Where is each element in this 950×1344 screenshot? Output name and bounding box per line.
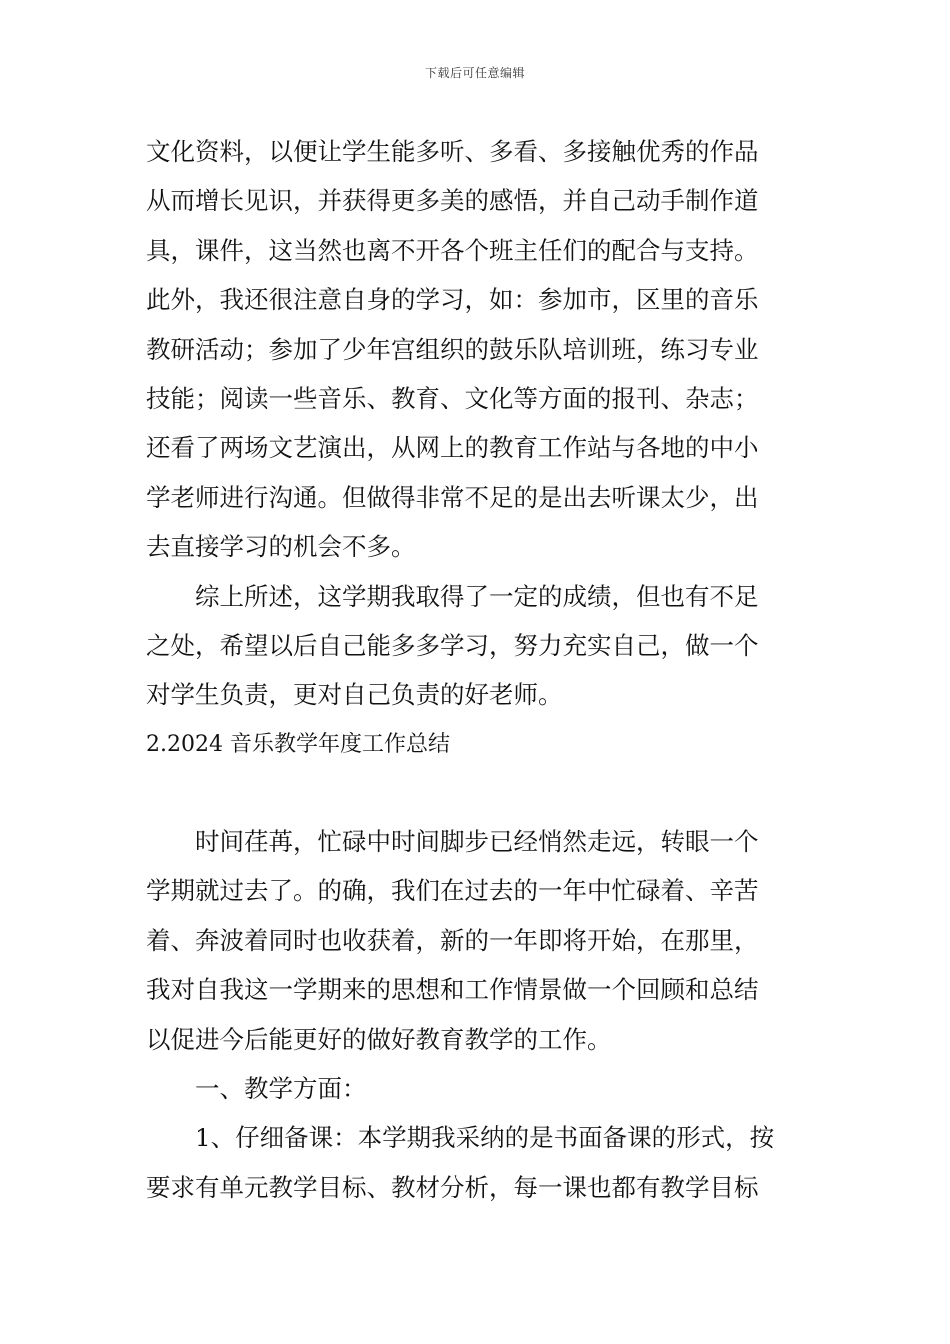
text-line: 具，课件，这当然也离不开各个班主任们的配合与支持。 — [146, 235, 759, 265]
text-line: 综上所述，这学期我取得了一定的成绩，但也有不足 — [195, 581, 759, 611]
text-line: 学老师进行沟通。但做得非常不足的是出去听课太少，出 — [146, 482, 759, 512]
paragraph-intro — [146, 817, 810, 1064]
text-line: 技能；阅读一些音乐、教育、文化等方面的报刊、杂志； — [146, 383, 759, 413]
blank-gap — [146, 769, 810, 817]
document-body — [146, 127, 810, 1212]
text-line: 文化资料，以便让学生能多听、多看、多接触优秀的作品 — [146, 137, 759, 166]
text-line: 对学生负责，更对自己负责的好老师。 — [146, 680, 563, 710]
paragraph-lesson-prep — [146, 1113, 810, 1212]
text-line: 学期就过去了。的确，我们在过去的一年中忙碌着、辛苦 — [146, 876, 759, 906]
text-line: 时间荏苒，忙碌中时间脚步已经悄然走远，转眼一个 — [195, 827, 759, 857]
section-heading: 2.2024 音乐教学年度工作总结 — [146, 731, 450, 757]
text-line: 着、奔波着同时也收获着，新的一年即将开始，在那里， — [146, 925, 759, 955]
text-line: 之处，希望以后自己能多多学习，努力充实自己，做一个 — [146, 630, 759, 660]
text-line: 从而增长见识，并获得更多美的感悟，并自己动手制作道 — [146, 186, 759, 216]
text-line: 此外，我还很注意自身的学习，如：参加市，区里的音乐 — [146, 285, 759, 315]
paragraph-summary — [146, 572, 810, 720]
subheading-teaching: 一、教学方面： — [195, 1074, 367, 1104]
text-line: 1、仔细备课：本学期我采纳的是书面备课的形式，按 — [195, 1123, 775, 1153]
text-line: 以促进今后能更好的做好教育教学的工作。 — [146, 1024, 612, 1054]
text-line: 要求有单元教学目标、教材分析，每一课也都有教学目标 — [146, 1172, 759, 1202]
text-line: 教研活动；参加了少年宫组织的鼓乐队培训班，练习专业 — [146, 334, 759, 364]
page-header: 下载后可任意编辑 — [424, 66, 525, 80]
text-line: 我对自我这一学期来的思想和工作情景做一个回顾和总结 — [146, 975, 759, 1005]
paragraph-continued — [146, 127, 810, 572]
text-line: 还看了两场文艺演出，从网上的教育工作站与各地的中小 — [146, 433, 759, 463]
text-line: 去直接学习的机会不多。 — [146, 532, 416, 562]
